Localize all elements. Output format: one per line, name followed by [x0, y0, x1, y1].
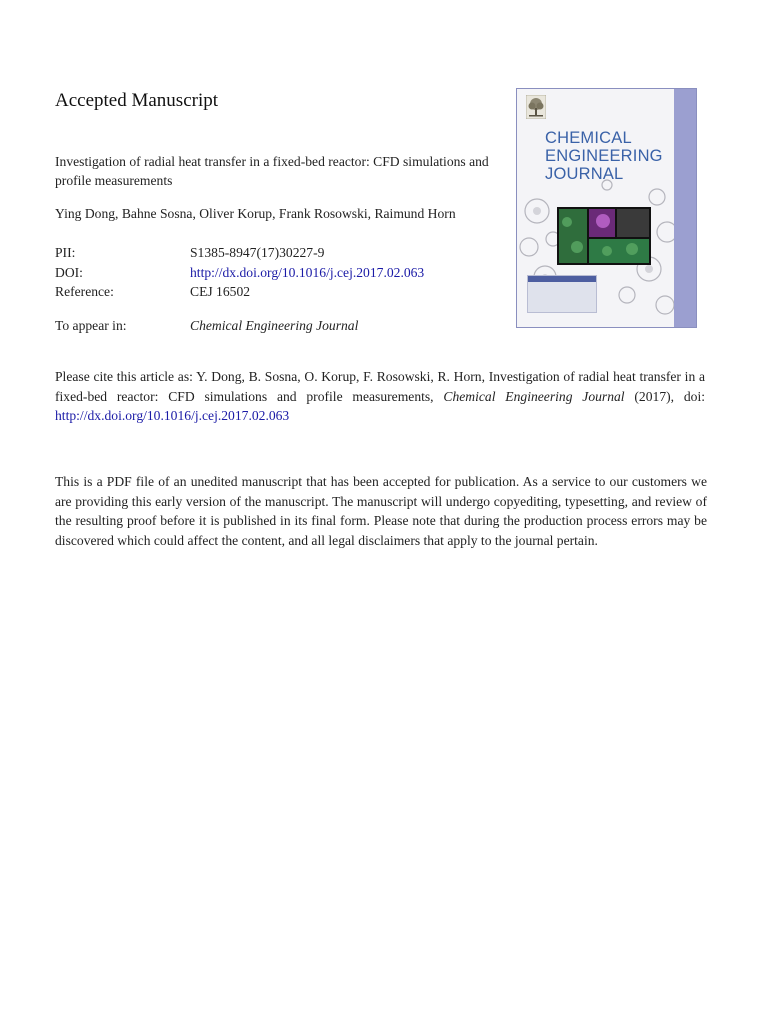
cover-title — [545, 129, 675, 183]
appear-in-row — [55, 318, 358, 334]
appear-label: To appear in: — [55, 318, 127, 333]
citation-journal: Chemical Engineering Journal — [443, 388, 625, 404]
doi-link[interactable]: http://dx.doi.org/10.1016/j.cej.2017.02.063 — [190, 264, 425, 280]
cover-title-line: JOURNAL — [545, 165, 624, 183]
page-heading: Accepted Manuscript — [55, 90, 219, 111]
reference-row — [55, 282, 424, 302]
citation-suffix: (2017), doi: — [624, 388, 705, 404]
citation-text: Please cite this article as: Y. Dong, B. Sosna, O. Korup, F. Rosowski, R. Horn, Investigation of radial heat transfer in a fixed-bed reactor: CFD simulations and profile measurements, — [55, 369, 705, 404]
cover-side-stripe — [674, 89, 696, 327]
pii-label: PII: — [55, 245, 76, 260]
reference-label: Reference: — [55, 284, 114, 299]
cover-panel-label — [528, 276, 596, 282]
pii-value: S1385-8947(17)30227-9 — [190, 245, 325, 260]
journal-cover — [516, 88, 697, 328]
article-authors: Ying Dong, Bahne Sosna, Oliver Korup, Frank Rosowski, Raimund Horn — [55, 206, 456, 221]
article-title: Investigation of radial heat transfer in a fixed-bed reactor: CFD simulations and profile measurements — [55, 154, 489, 188]
citation-doi-link[interactable]: http://dx.doi.org/10.1016/j.cej.2017.02.063 — [55, 408, 290, 423]
doi-label: DOI: — [55, 264, 83, 280]
cover-title-line: ENGINEERING — [545, 147, 663, 165]
disclaimer-paragraph: This is a PDF file of an unedited manuscript that has been accepted for publication. As a service to our customers we are providing this early version of the manuscript. The manuscript will undergo copyediting, typesetting, and review of the resulting proof before it is published in its final form. Please note that during the production process errors may be discovered which could affect the content, and all legal disclaimers that apply to the journal pertain. — [55, 474, 707, 548]
cover-title-line: CHEMICAL — [545, 129, 632, 147]
cover-featured-panel — [527, 275, 597, 313]
pii-row — [55, 243, 424, 263]
appear-journal: Chemical Engineering Journal — [190, 318, 359, 333]
reference-value: CEJ 16502 — [190, 284, 251, 299]
doi-row — [55, 263, 424, 283]
article-metadata — [55, 243, 424, 302]
citation-paragraph — [55, 367, 705, 426]
elsevier-tree-icon — [526, 95, 546, 119]
